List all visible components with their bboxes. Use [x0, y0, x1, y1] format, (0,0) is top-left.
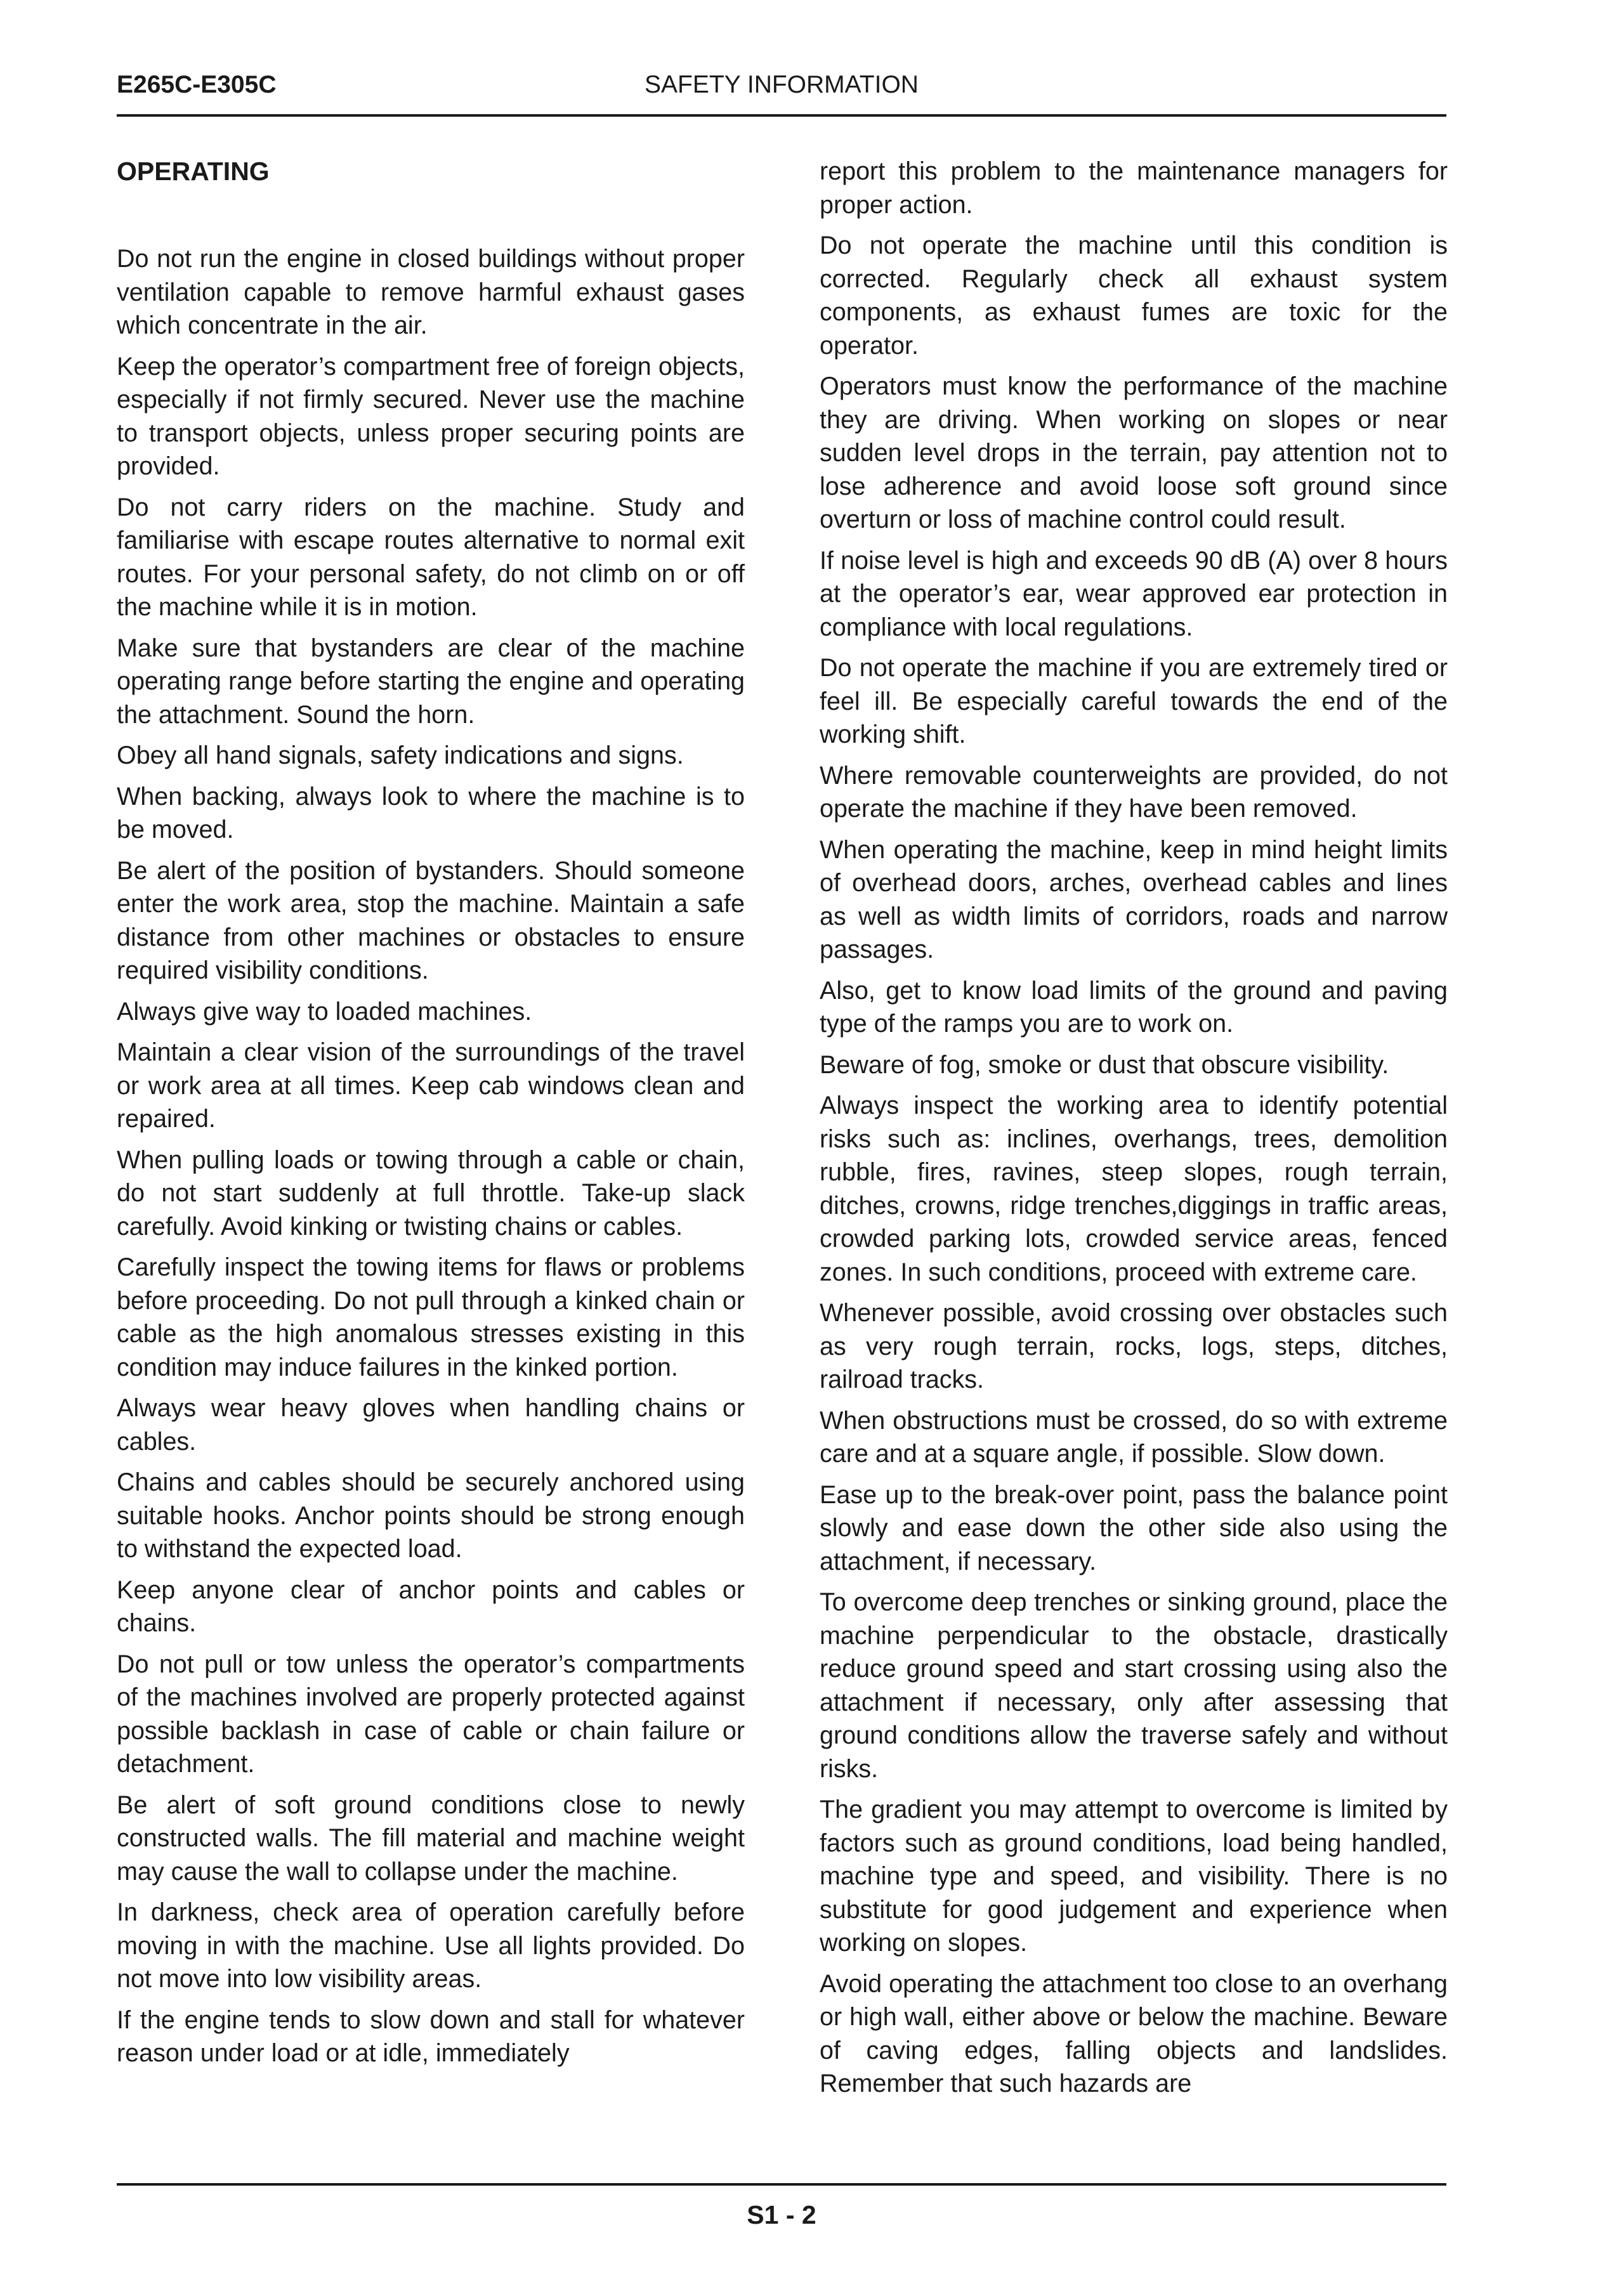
paragraph: Where removable counterweights are provided, do not operate the machine if they have been removed.: [820, 761, 1448, 823]
paragraph: Beware of fog, smoke or dust that obscure visibility.: [820, 1050, 1389, 1079]
paragraph: Operators must know the performance of the machine they are driving. When working on slopes or near sudden level drops in the terrain, pay attention not to lose adherence and avoid loose soft ground since overturn or loss of machine control could result.: [820, 372, 1448, 533]
paragraph: Also, get to know load limits of the ground and paving type of the ramps you are to work on.: [820, 976, 1448, 1038]
paragraph: Avoid operating the attachment too close to an overhang or high wall, either above or below the machine. Beware of caving edges, falling objects and landslides. Remember that such hazards are: [820, 1969, 1448, 2097]
right-column: [820, 155, 1448, 2101]
paragraph: Always wear heavy gloves when handling chains or cables.: [117, 1394, 745, 1456]
paragraph: Maintain a clear vision of the surroundings of the travel or work area at all times. Keep cab windows clean and repaired.: [117, 1038, 745, 1133]
paragraph: Do not pull or tow unless the operator’s compartments of the machines involved are properly protected against possible backlash in case of cable or chain failure or detachment.: [117, 1650, 745, 1778]
footer-divider: [117, 2183, 1446, 2186]
paragraph: When pulling loads or towing through a cable or chain, do not start suddenly at full throttle. Take-up slack carefully. Avoid kinking or twisting chains or cables.: [117, 1145, 745, 1241]
paragraph: Obey all hand signals, safety indications and signs.: [117, 741, 684, 769]
paragraph: Do not operate the machine if you are extremely tired or feel ill. Be especially careful towards the end of the working shift.: [820, 654, 1448, 748]
paragraph: Whenever possible, avoid crossing over obstacles such as very rough terrain, rocks, logs, steps, ditches, railroad tracks.: [820, 1299, 1448, 1393]
paragraph: In darkness, check area of operation carefully before moving in with the machine. Use all lights provided. Do not move into low visibility areas.: [117, 1898, 745, 1993]
header-divider: [117, 114, 1446, 117]
paragraph: When obstructions must be crossed, do so with extreme care and at a square angle, if possible. Slow down.: [820, 1406, 1448, 1468]
paragraph: Do not operate the machine until this condition is corrected. Regularly check all exhaust system components, as exhaust fumes are toxic for the operator.: [820, 232, 1448, 360]
paragraph: To overcome deep trenches or sinking ground, place the machine perpendicular to the obstacle, drastically reduce ground speed and start crossing using also the attachment if necessary, only after assessing that ground conditions allow the traverse safely and without risks.: [820, 1588, 1448, 1783]
paragraph: Do not run the engine in closed buildings without proper ventilation capable to remove harmful exhaust gases which concentrate in the air.: [117, 245, 745, 339]
paragraph: Make sure that bystanders are clear of the machine operating range before starting the engine and operating the attachment. Sound the horn.: [117, 634, 745, 729]
page-number: S1 - 2: [747, 2200, 816, 2229]
left-column: [117, 155, 745, 2070]
page-header: [117, 68, 1446, 101]
paragraph: Keep anyone clear of anchor points and cables or chains.: [117, 1575, 745, 1637]
paragraph: When operating the machine, keep in mind height limits of overhead doors, arches, overhead cables and lines as well as width limits of corridors, roads and narrow passages.: [820, 835, 1448, 963]
paragraph: When backing, always look to where the machine is to be moved.: [117, 782, 745, 844]
paragraph: Always give way to loaded machines.: [117, 997, 532, 1026]
paragraph: Be alert of the position of bystanders. Should someone enter the work area, stop the machine. Maintain a safe distance from other machines or obstacles to ensure required visibility conditions.: [117, 856, 745, 984]
machine-model: E265C-E305C: [117, 71, 277, 98]
section-heading: OPERATING: [117, 157, 270, 186]
paragraph: The gradient you may attempt to overcome is limited by factors such as ground conditions, load being handled, machine type and speed, and visibility. There is no substitute for good judgement and experience when working on slopes.: [820, 1796, 1448, 1957]
paragraph: If noise level is high and exceeds 90 dB (A) over 8 hours at the operator’s ear, wear approved ear protection in compliance with local regulations.: [820, 546, 1448, 641]
paragraph: Be alert of soft ground conditions close to newly constructed walls. The fill material and machine weight may cause the wall to collapse under the machine.: [117, 1790, 745, 1886]
paragraph: If the engine tends to slow down and stall for whatever reason under load or at idle, immediately: [117, 2006, 745, 2067]
paragraph: Keep the operator’s compartment free of foreign objects, especially if not firmly secured. Never use the machine to transport objects, unless proper securing points are provided.: [117, 352, 745, 480]
paragraph: Do not carry riders on the machine. Study and familiarise with escape routes alternative to normal exit routes. For your personal safety, do not climb on or off the machine while it is in motion.: [117, 493, 745, 621]
paragraph: report this problem to the maintenance managers for proper action.: [820, 157, 1448, 219]
paragraph: Always inspect the working area to identify potential risks such as: inclines, overhangs, trees, demolition rubble, fires, ravines, steep slopes, rough terrain, ditches, crowns, ridge trenches,diggings in traffic areas, crowded parking lots, crowded service areas, fenced zones. In such conditions, proceed with extreme care.: [820, 1092, 1448, 1286]
section-title: SAFETY INFORMATION: [645, 71, 919, 98]
paragraph: Chains and cables should be securely anchored using suitable hooks. Anchor points should be strong enough to withstand the expected load.: [117, 1468, 745, 1563]
paragraph: Ease up to the break-over point, pass the balance point slowly and ease down the other side also using the attachment, if necessary.: [820, 1480, 1448, 1575]
paragraph: Carefully inspect the towing items for flaws or problems before proceeding. Do not pull through a kinked chain or cable as the high anomalous stresses existing in this condition may induce failures in the kinked portion.: [117, 1253, 745, 1381]
